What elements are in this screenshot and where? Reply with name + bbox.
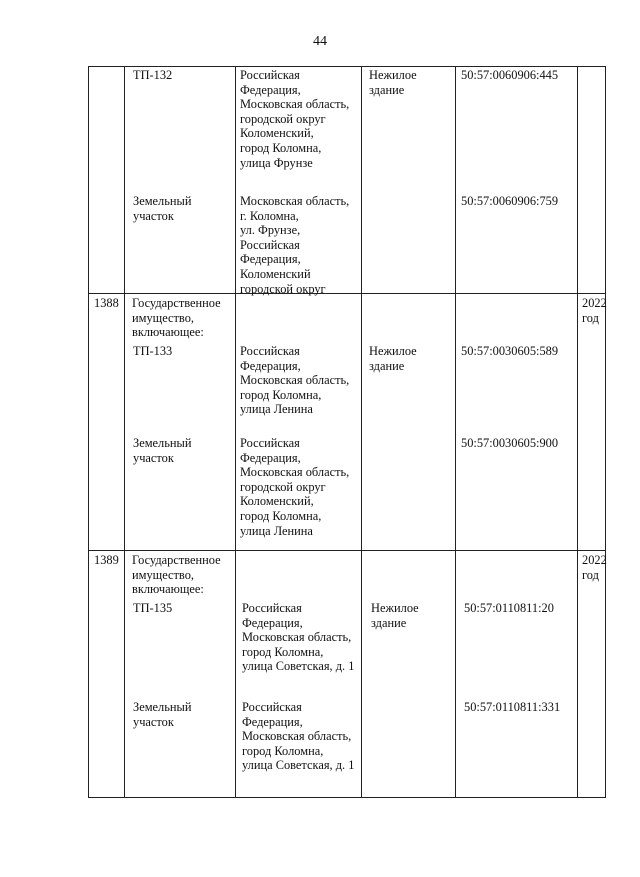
column-divider — [235, 66, 236, 798]
object-name: Земельный участок — [133, 700, 192, 729]
cadastral-number: 50:57:0030605:589 — [461, 344, 559, 358]
row-number: 1388 — [94, 296, 119, 310]
object-name: Земельный участок — [133, 194, 192, 223]
object-name: Земельный участок — [133, 436, 192, 465]
object-type: Нежилое здание — [369, 68, 417, 97]
row-number: 1389 — [94, 553, 119, 567]
table-border-bottom — [88, 797, 606, 798]
table-border-left — [88, 66, 89, 798]
row-year: 2022 год — [582, 553, 607, 582]
page-number: 44 — [313, 34, 327, 49]
property-table — [88, 66, 606, 798]
column-divider — [361, 66, 362, 798]
row-heading: Государственное имущество, включающее: — [132, 553, 221, 597]
row-divider — [88, 550, 606, 551]
column-divider — [577, 66, 578, 798]
object-address: Российская Федерация, Московская область, городской округ Коломенский, город Коломна, улица Фрунзе — [240, 68, 350, 170]
column-divider — [124, 66, 125, 798]
object-name: ТП-132 — [133, 68, 173, 82]
cadastral-number: 50:57:0060906:445 — [461, 68, 559, 82]
cadastral-number: 50:57:0110811:331 — [464, 700, 561, 714]
object-address: Российская Федерация, Московская область, город Коломна, улица Ленина — [240, 344, 350, 417]
column-divider — [455, 66, 456, 798]
row-year: 2022 год — [582, 296, 607, 325]
object-address: Российская Федерация, Московская область, городской округ Коломенский, город Коломна, улица Ленина — [240, 436, 350, 538]
table-border-right — [605, 66, 606, 798]
object-name: ТП-133 — [133, 344, 173, 358]
cadastral-number: 50:57:0060906:759 — [461, 194, 559, 208]
object-type: Нежилое здание — [369, 344, 417, 373]
object-address: Российская Федерация, Московская область, город Коломна, улица Советская, д. 1 — [242, 601, 355, 674]
cadastral-number: 50:57:0030605:900 — [461, 436, 559, 450]
cadastral-number: 50:57:0110811:20 — [464, 601, 554, 615]
row-heading: Государственное имущество, включающее: — [132, 296, 221, 340]
object-address: Московская область, г. Коломна, ул. Фрунзе, Российская Федерация, Коломенский городской округ — [240, 194, 350, 296]
object-address: Российская Федерация, Московская область, город Коломна, улица Советская, д. 1 — [242, 700, 355, 773]
object-name: ТП-135 — [133, 601, 173, 615]
object-type: Нежилое здание — [371, 601, 419, 630]
table-border-top — [88, 66, 606, 67]
